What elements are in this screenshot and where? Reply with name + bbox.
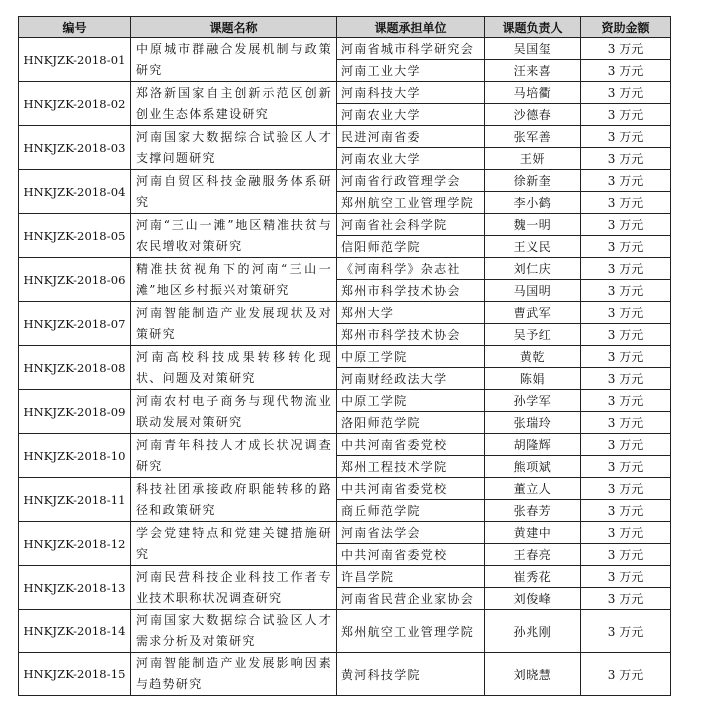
project-code: HNKJZK-2018-05: [19, 214, 131, 258]
project-unit: 河南财经政法大学: [337, 368, 485, 390]
project-unit: 河南省民营企业家协会: [337, 588, 485, 610]
table-row: [19, 302, 671, 324]
project-code: HNKJZK-2018-06: [19, 258, 131, 302]
project-code: HNKJZK-2018-03: [19, 126, 131, 170]
project-lead: 黄建中: [485, 522, 581, 544]
project-unit: 中原工学院: [337, 390, 485, 412]
table-row: [19, 566, 671, 588]
project-lead: 吴予红: [485, 324, 581, 346]
project-lead: 崔秀花: [485, 566, 581, 588]
project-topic: 精准扶贫视角下的河南“三山一滩”地区乡村振兴对策研究: [131, 258, 337, 302]
table-row: [19, 126, 671, 148]
project-topic: 中原城市群融合发展机制与政策研究: [131, 38, 337, 82]
project-unit: 洛阳师范学院: [337, 412, 485, 434]
project-amount: 3 万元: [581, 500, 671, 522]
project-unit: 民进河南省委: [337, 126, 485, 148]
project-lead: 张春芳: [485, 500, 581, 522]
project-unit: 中共河南省委党校: [337, 434, 485, 456]
project-lead: 王义民: [485, 236, 581, 258]
table-row: [19, 610, 671, 653]
project-amount: 3 万元: [581, 280, 671, 302]
project-unit: 郑州市科学技术协会: [337, 324, 485, 346]
project-topic: 河南高校科技成果转移转化现状、问题及对策研究: [131, 346, 337, 390]
project-lead: 汪来喜: [485, 60, 581, 82]
project-amount: 3 万元: [581, 434, 671, 456]
project-lead: 李小鹤: [485, 192, 581, 214]
project-lead: 胡隆辉: [485, 434, 581, 456]
project-topic: 郑洛新国家自主创新示范区创新创业生态体系建设研究: [131, 82, 337, 126]
project-lead: 张瑞玲: [485, 412, 581, 434]
project-code: HNKJZK-2018-11: [19, 478, 131, 522]
header-amount: 资助金额: [581, 17, 671, 38]
project-amount: 3 万元: [581, 324, 671, 346]
project-unit: 中共河南省委党校: [337, 544, 485, 566]
project-lead: 陈娟: [485, 368, 581, 390]
project-amount: 3 万元: [581, 346, 671, 368]
project-amount: 3 万元: [581, 236, 671, 258]
project-lead: 刘仁庆: [485, 258, 581, 280]
project-unit: 郑州工程技术学院: [337, 456, 485, 478]
project-lead: 张军善: [485, 126, 581, 148]
project-amount: 3 万元: [581, 214, 671, 236]
table-row: [19, 434, 671, 456]
table-row: [19, 390, 671, 412]
project-amount: 3 万元: [581, 610, 671, 653]
table-row: [19, 82, 671, 104]
project-lead: 沙德春: [485, 104, 581, 126]
project-amount: 3 万元: [581, 192, 671, 214]
project-topic: 河南国家大数据综合试验区人才需求分析及对策研究: [131, 610, 337, 653]
project-code: HNKJZK-2018-10: [19, 434, 131, 478]
project-unit: 郑州航空工业管理学院: [337, 610, 485, 653]
project-lead: 刘晓慧: [485, 653, 581, 696]
project-unit: 河南农业大学: [337, 104, 485, 126]
project-unit: 黄河科技学院: [337, 653, 485, 696]
project-code: HNKJZK-2018-14: [19, 610, 131, 653]
project-topic: 河南农村电子商务与现代物流业联动发展对策研究: [131, 390, 337, 434]
table-header-row: [19, 17, 671, 38]
project-amount: 3 万元: [581, 82, 671, 104]
project-topic: 学会党建特点和党建关键措施研究: [131, 522, 337, 566]
project-amount: 3 万元: [581, 653, 671, 696]
project-amount: 3 万元: [581, 544, 671, 566]
project-amount: 3 万元: [581, 126, 671, 148]
table-row: [19, 346, 671, 368]
project-lead: 孙兆刚: [485, 610, 581, 653]
project-amount: 3 万元: [581, 478, 671, 500]
project-amount: 3 万元: [581, 456, 671, 478]
project-lead: 马培衢: [485, 82, 581, 104]
project-amount: 3 万元: [581, 302, 671, 324]
project-code: HNKJZK-2018-08: [19, 346, 131, 390]
project-code: HNKJZK-2018-15: [19, 653, 131, 696]
project-unit: 商丘师范学院: [337, 500, 485, 522]
project-code: HNKJZK-2018-13: [19, 566, 131, 610]
table-row: [19, 214, 671, 236]
project-code: HNKJZK-2018-12: [19, 522, 131, 566]
project-lead: 董立人: [485, 478, 581, 500]
project-lead: 孙学军: [485, 390, 581, 412]
project-topic: 河南智能制造产业发展影响因素与趋势研究: [131, 653, 337, 696]
project-unit: 中共河南省委党校: [337, 478, 485, 500]
project-lead: 王妍: [485, 148, 581, 170]
project-unit: 河南工业大学: [337, 60, 485, 82]
project-lead: 吴国玺: [485, 38, 581, 60]
table-body: [19, 38, 671, 696]
project-unit: 河南科技大学: [337, 82, 485, 104]
project-unit: 河南省法学会: [337, 522, 485, 544]
project-amount: 3 万元: [581, 368, 671, 390]
project-code: HNKJZK-2018-07: [19, 302, 131, 346]
project-unit: 信阳师范学院: [337, 236, 485, 258]
project-amount: 3 万元: [581, 60, 671, 82]
project-amount: 3 万元: [581, 148, 671, 170]
project-lead: 曹武军: [485, 302, 581, 324]
project-topic: 河南青年科技人才成长状况调查研究: [131, 434, 337, 478]
project-topic: 河南智能制造产业发展现状及对策研究: [131, 302, 337, 346]
table-row: [19, 478, 671, 500]
project-code: HNKJZK-2018-04: [19, 170, 131, 214]
project-unit: 中原工学院: [337, 346, 485, 368]
header-code: 编号: [19, 17, 131, 38]
project-code: HNKJZK-2018-01: [19, 38, 131, 82]
project-amount: 3 万元: [581, 104, 671, 126]
project-lead: 马国明: [485, 280, 581, 302]
table-row: [19, 258, 671, 280]
project-unit: 河南农业大学: [337, 148, 485, 170]
project-amount: 3 万元: [581, 566, 671, 588]
project-amount: 3 万元: [581, 390, 671, 412]
table-row: [19, 653, 671, 696]
project-amount: 3 万元: [581, 588, 671, 610]
project-unit: 郑州航空工业管理学院: [337, 192, 485, 214]
project-lead: 魏一明: [485, 214, 581, 236]
project-lead: 徐新奎: [485, 170, 581, 192]
table-row: [19, 522, 671, 544]
table-row: [19, 38, 671, 60]
project-amount: 3 万元: [581, 412, 671, 434]
project-amount: 3 万元: [581, 258, 671, 280]
project-topic: 科技社团承接政府职能转移的路径和政策研究: [131, 478, 337, 522]
project-amount: 3 万元: [581, 170, 671, 192]
project-topic: 河南民营科技企业科技工作者专业技术职称状况调查研究: [131, 566, 337, 610]
project-unit: 许昌学院: [337, 566, 485, 588]
project-unit: 郑州市科学技术协会: [337, 280, 485, 302]
project-amount: 3 万元: [581, 522, 671, 544]
project-unit: 河南省社会科学院: [337, 214, 485, 236]
project-lead: 熊项斌: [485, 456, 581, 478]
project-unit: 河南省城市科学研究会: [337, 38, 485, 60]
project-lead: 黄乾: [485, 346, 581, 368]
header-lead: 课题负责人: [485, 17, 581, 38]
header-topic: 课题名称: [131, 17, 337, 38]
project-unit: 郑州大学: [337, 302, 485, 324]
project-topic: 河南“三山一滩”地区精准扶贫与农民增收对策研究: [131, 214, 337, 258]
project-lead: 王春亮: [485, 544, 581, 566]
project-lead: 刘俊峰: [485, 588, 581, 610]
project-amount: 3 万元: [581, 38, 671, 60]
project-topic: 河南自贸区科技金融服务体系研究: [131, 170, 337, 214]
project-unit: 河南省行政管理学会: [337, 170, 485, 192]
project-topic: 河南国家大数据综合试验区人才支撑问题研究: [131, 126, 337, 170]
funding-table: [18, 16, 671, 696]
header-unit: 课题承担单位: [337, 17, 485, 38]
project-code: HNKJZK-2018-09: [19, 390, 131, 434]
project-code: HNKJZK-2018-02: [19, 82, 131, 126]
project-unit: 《河南科学》杂志社: [337, 258, 485, 280]
table-row: [19, 170, 671, 192]
